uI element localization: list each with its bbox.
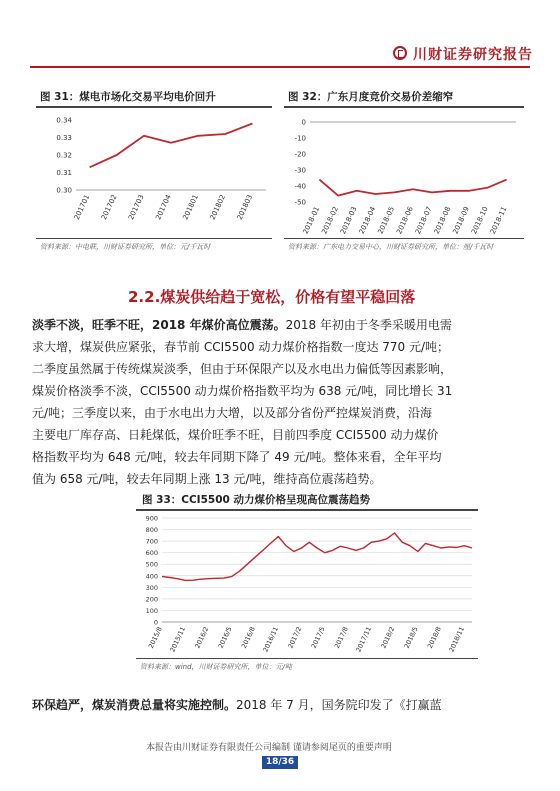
x-tick-label: 2018/5 [402,625,420,650]
x-tick-label: 2015/8 [146,625,164,650]
y-tick-label: 100 [145,606,158,615]
figure33-chart [136,512,478,656]
y-tick-label: -20 [294,150,306,159]
x-tick-label: 2018-11 [488,205,509,236]
y-tick-label: 0.34 [56,116,72,125]
x-tick-label: 2018-06 [395,205,415,236]
paragraph-1-line: 主要电厂库存高、日耗煤低，煤价旺季不旺，目前四季度 CCI5500 动力煤价 [32,428,439,442]
paragraph-1-line: 二季度虽然属于传统煤炭淡季，但由于环保限产以及水电出力偏低等因素影响， [32,362,453,376]
paragraph-1-line: 求大增，煤炭供应紧张，春节前 CCI5500 动力煤价格指数一度达 770 元/吨； [32,340,450,354]
series-line [90,124,253,168]
header-rule [30,66,530,68]
figure33-caption-rule [136,509,478,511]
series-line [319,180,506,196]
y-tick-label: 0.33 [56,134,72,142]
x-tick-label: 201704 [154,193,173,222]
x-tick-label: 2016/5 [216,625,234,650]
y-tick-label: 600 [145,549,158,558]
figure31-bottom-rule [36,238,272,239]
x-tick-label: 2017/5 [309,625,327,650]
x-tick-label: 2018-09 [451,205,471,236]
y-tick-label: 200 [145,595,158,604]
footer-disclaimer: 本报告由川财证券有限责任公司编制 谨请参阅尾页的重要声明 [146,743,392,753]
paragraph-1-line: 格指数平均为 648 元/吨，较去年同期下降了 49 元/吨。整体来看，全年平均 [32,450,442,464]
x-tick-label: 2018-08 [432,205,453,236]
paragraph-1 [32,314,528,490]
x-tick-label: 2017/8 [332,625,350,650]
x-tick-label: 2015/11 [168,625,188,654]
y-tick-label: 500 [145,560,158,569]
x-tick-label: 2018-01 [301,205,322,236]
paragraph-2-lead: 环保趋严，煤炭消费总量将实施控制。 [32,698,237,712]
x-tick-label: 2017/2 [286,625,304,650]
x-tick-label: 2016/8 [239,625,257,650]
x-tick-label: 201701 [72,193,92,222]
y-tick-label: 0.31 [56,169,72,177]
paragraph-2 [32,694,528,716]
y-tick-label: 0.32 [56,151,72,160]
y-tick-label: 0 [301,118,306,127]
paragraph-1-line: 2018 年初由于冬季采暖用电需 [285,318,452,332]
x-tick-label: 2018/8 [425,625,443,650]
y-tick-label: 400 [145,572,158,581]
x-tick-label: 2017/11 [354,625,374,654]
y-tick-label: 900 [145,514,158,523]
paragraph-2-text: 2018 年 7 月，国务院印发了《打赢蓝 [236,698,442,712]
figure32-bottom-rule [284,238,524,239]
x-tick-label: 2018/2 [379,625,397,650]
header-title: 川财证券研究报告 [413,47,533,63]
figure33-source: 资料来源：wind，川财证券研究所，单位：元/吨 [140,663,292,671]
y-tick-label: 0.30 [56,186,72,195]
x-tick-label: 201702 [99,193,119,222]
y-tick-label: -10 [294,134,306,143]
x-tick-label: 201703 [127,193,146,222]
paragraph-1-line: 元/吨；三季度以来，由于水电出力大增，以及部分省份严控煤炭消费，沿海 [32,406,433,420]
footer-page-label: 18/36 [265,757,295,767]
figure32-caption-rule [284,106,524,108]
x-tick-label: 201803 [235,193,255,222]
x-tick-label: 2018-03 [339,205,359,236]
figure31-caption-rule [36,106,272,108]
y-tick-label: 700 [145,537,158,546]
x-tick-label: 2018-04 [357,205,378,236]
section-title: 2.2.煤炭供给趋于宽松，价格有望平稳回落 [128,288,416,306]
footer-page-number [262,756,298,769]
series-line [162,533,472,580]
y-tick-label: -50 [294,198,306,207]
figure32-chart [284,110,524,236]
y-tick-label: 800 [145,526,158,535]
figure31-chart [36,110,272,236]
x-tick-label: 2016/11 [261,625,281,654]
figure31-source: 资料来源：中电联，川财证券研究所，单位：元/千瓦时 [40,243,211,251]
header-logo-icon [393,46,407,60]
x-tick-label: 2016/2 [193,625,211,650]
x-tick-label: 201801 [181,193,200,222]
y-tick-label: 0 [153,618,158,627]
y-tick-label: -30 [294,166,306,175]
paragraph-1-line: 煤炭价格淡季不淡，CCI5500 动力煤价格指数平均为 638 元/吨，同比增长 31 [32,384,453,398]
x-tick-label: 2018-07 [413,205,434,236]
figure32-source: 资料来源：广东电力交易中心，川财证券研究所，单位：厘/千瓦时 [288,243,494,251]
figure32-caption: 图 32：广东月度竞价交易价差缩窄 [288,91,454,103]
figure33-bottom-rule [136,658,478,659]
x-tick-label: 2018/11 [447,625,467,654]
figure31-caption: 图 31：煤电市场化交易平均电价回升 [40,91,216,103]
x-tick-label: 2018-10 [470,205,490,236]
figure33-caption: 图 33：CCI5500 动力煤价格呈现高位震荡趋势 [142,494,370,506]
paragraph-1-lead: 淡季不淡，旺季不旺，2018 年煤价高位震荡。 [32,318,286,332]
x-tick-label: 201802 [208,193,228,222]
y-tick-label: -40 [294,182,306,191]
x-tick-label: 2018-05 [376,205,397,236]
paragraph-1-line: 值为 658 元/吨，较去年同期上涨 13 元/吨，维持高位震荡趋势。 [32,472,382,486]
y-tick-label: 300 [145,583,158,592]
x-tick-label: 2018-02 [320,205,340,236]
